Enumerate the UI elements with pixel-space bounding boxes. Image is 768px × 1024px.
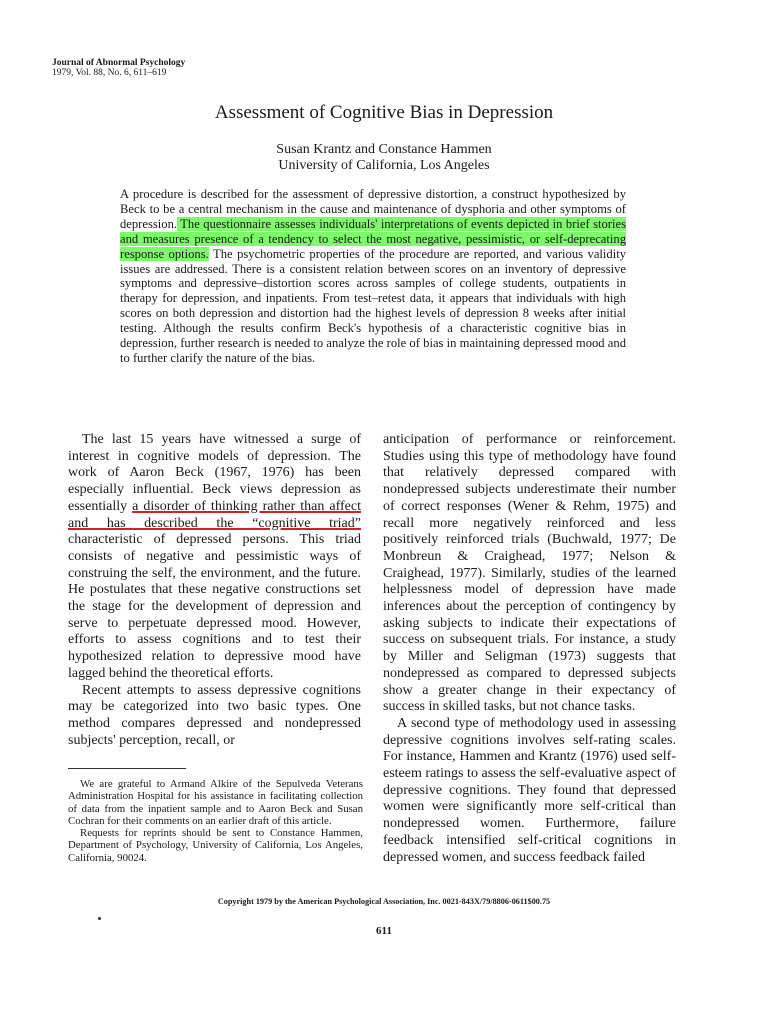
left-column bbox=[68, 432, 361, 749]
body-paragraph-1: anticipation of performance or reinforcement. Studies using this type of methodology have found that relatively depressed compared with nondepressed subjects underestimate their number of correct responses (Wener & Rehm, 1975) and recall more negatively reinforced and less positively reinforced trials (Buchwald, 1977; De Monbreun & Craighead, 1977; Nelson & Craighead, 1977). Similarly, studies of the learned helplessness model of depression have made inferences about the perception of contingency by asking subjects to indicate their expectations of success on subsequent trials. For instance, a study by Miller and Seligman (1973) suggests that nondepressed as compared to depressed subjects show a greater change in their expectancy of success in skilled tasks, but not chance tasks. bbox=[383, 432, 676, 715]
footnotes bbox=[68, 778, 363, 864]
abstract-highlighted-text: The questionnaire assesses individuals' interpretations of events depicted in brief stories and measures presence of a tendency to select the most negative, pessimistic, or self-deprecating response options. bbox=[120, 216, 626, 261]
footnote-reprints: Requests for reprints should be sent to Constance Hammen, Department of Psychology, University of California, Los Angeles, California, 90024. bbox=[68, 827, 363, 864]
abstract-text-1: A procedure is described for the assessment of depressive distortion, a construct hypothesized by Beck to be a central mechanism in the cause and maintenance of dysphoria and other symptoms of depression. bbox=[120, 187, 626, 231]
affiliation: University of California, Los Angeles bbox=[278, 158, 490, 173]
page-number: 611 bbox=[376, 925, 392, 937]
footnote-divider bbox=[68, 768, 186, 769]
intro-paragraph-2: Recent attempts to assess depressive cognitions may be categorized into two basic types. One method compares depressed and nondepressed subjects' perception, recall, or bbox=[68, 682, 361, 748]
right-column bbox=[383, 432, 676, 866]
intro-text-continued: characteristic of depressed persons. This triad consists of negative and pessimistic ways of construing the self, the environment, and the future. He postulates that these negative constructions set the stage for the development of depression and serve to perpetuate depressed mood. However, efforts to assess cognitions and to test their hypothesized relation to depressive mood have lagged behind the theoretical efforts. bbox=[68, 532, 361, 681]
author-names: Susan Krantz and Constance Hammen bbox=[276, 142, 492, 157]
author-block bbox=[0, 142, 768, 174]
copyright-line: Copyright 1979 by the American Psychological Association, Inc. 0021-843X/79/8806-0611$00.75 bbox=[217, 897, 551, 906]
journal-volume: 1979, Vol. 88, No. 6, 611–619 bbox=[52, 68, 167, 78]
journal-name: Journal of Abnormal Psychology bbox=[52, 58, 186, 68]
underlined-text: a disorder of thinking rather than affect and has described the “cognitive triad” bbox=[68, 498, 361, 531]
stray-dot-mark bbox=[98, 917, 101, 920]
body-paragraph-2: A second type of methodology used in assessing depressive cognitions involves self-rating scales. For instance, Hammen and Krantz (1976) used self-esteem ratings to assess the self-evaluative aspect of depressive cognitions. They found that depressed women were significantly more self-critical than nondepressed women. Furthermore, failure feedback intensified self-critical cognitions in depressed women, and success feedback failed bbox=[383, 715, 676, 865]
intro-paragraph-1 bbox=[68, 432, 361, 683]
intro-text: The last 15 years have witnessed a surge of interest in cognitive models of depression. The work of Aaron Beck (1967, 1976) has been especially influential. Beck views depression as essentially bbox=[68, 432, 361, 514]
journal-citation bbox=[52, 58, 185, 78]
paper-title: Assessment of Cognitive Bias in Depression bbox=[214, 102, 554, 123]
footnote-acknowledgment: We are grateful to Armand Alkire of the Sepulveda Veterans Administration Hospital for his assistance in facilitating collection of data from the inpatient sample and to Aaron Beck and Susan Cochran for their comments on an earlier draft of this article. bbox=[68, 778, 363, 827]
abstract bbox=[120, 187, 626, 366]
abstract-text-2: The psychometric properties of the procedure are reported, and various validity issues are addressed. There is a consistent relation between scores on an inventory of depressive symptoms and depressive–distortion scores across samples of college students, outpatients in therapy for depression, and inpatients. From test–retest data, it appears that individuals with high scores on both depression and distortion had the highest levels of depression 8 weeks after initial testing. Although the results confirm Beck's hypothesis of a characteristic cognitive bias in depression, further research is needed to analyze the role of bias in maintaining depressed mood and to further clarify the nature of the bias. bbox=[120, 246, 626, 365]
